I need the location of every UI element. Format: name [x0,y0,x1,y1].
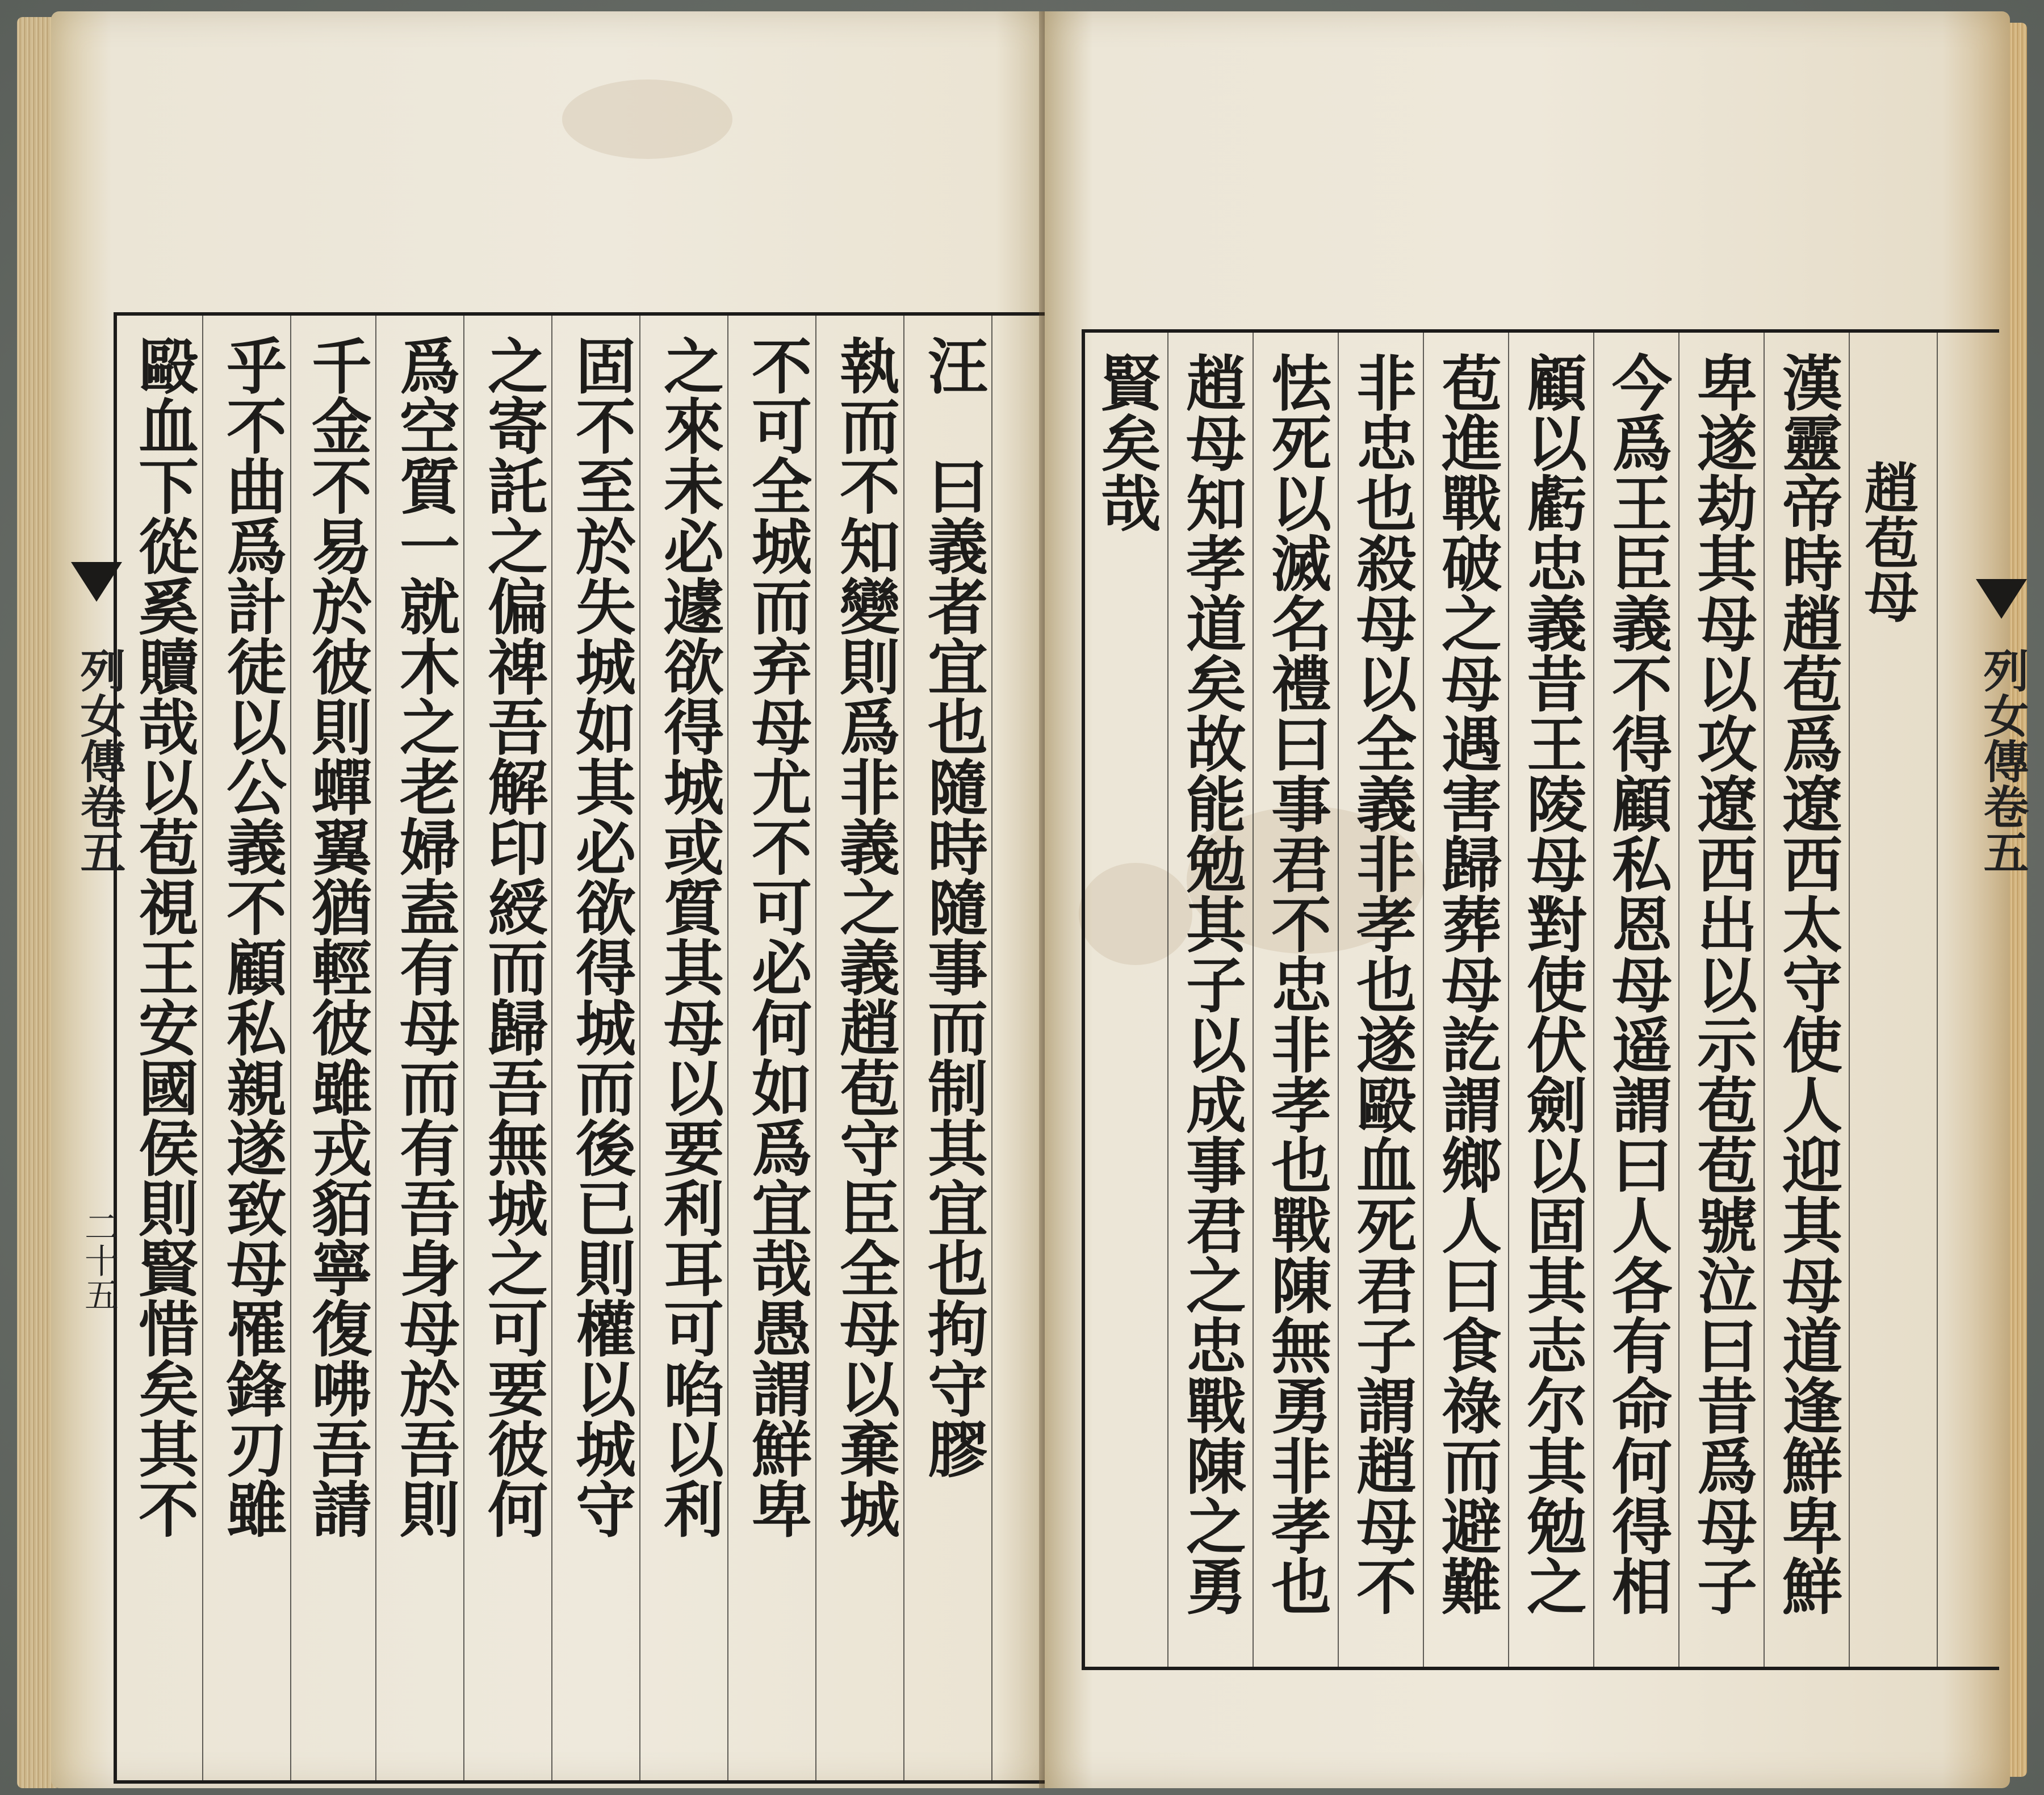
paper-stain [562,79,732,159]
column-rule [1764,333,1765,1667]
text-column: 之寄託之偏禆吾解印綬而歸吾無城之可要彼何 [478,335,549,1538]
left-page [51,11,1056,1788]
fish-tail-mark-icon [71,562,122,602]
left-fore-edge-label [57,562,126,1482]
text-column: 漢靈帝時趙苞爲遼西太守使人迎其母道逢鮮卑鮮 [1773,352,1844,1616]
text-column: 顧以虧忠義昔王陵母對使伏劍以固其志尔其勉之 [1517,352,1588,1616]
column-rule [1167,333,1168,1667]
column-rule [1253,333,1254,1667]
text-column: 之來未必遽欲得城或質其母以要利耳可啗以利 [654,335,725,1538]
open-book [17,11,2027,1791]
text-column: 賢矣哉 [1091,352,1162,532]
column-rule [1593,333,1594,1667]
column-rule [727,316,728,1780]
column-rule [1678,333,1679,1667]
column-rule [1937,333,1938,1667]
column-rule [815,316,816,1780]
column-rule [375,316,376,1780]
column-rule [551,316,552,1780]
text-column: 乎不曲爲計徒以公義不顧私親遂致母罹鋒刃雖 [217,335,288,1538]
column-rule [1338,333,1339,1667]
column-rule [903,316,904,1780]
column-rule [1849,333,1850,1667]
text-column: 千金不易於彼則蟬翼猶輕彼雖戎貊寧復咈吾請 [302,335,373,1538]
text-column: 苞進戰破之母遇害歸葬母訖謂鄉人曰食祿而避難 [1432,352,1503,1616]
column-rule [1508,333,1509,1667]
text-column: 趙母知孝道矣故能勉其子以成事君之忠戰陳之勇 [1176,352,1247,1616]
text-column: 卑遂劫其母以攻遼西出以示苞苞號泣曰昔爲母子 [1687,352,1758,1616]
column-rule [991,316,992,1780]
column-rule [1423,333,1424,1667]
text-column: 汪 曰義者宜也隨時隨事而制其宜也拘守膠 [918,335,989,1478]
folio-number: 二十五 [79,1209,119,1311]
text-column: 怯死以滅名禮曰事君不忠非孝也戰陳無勇非孝也 [1262,352,1333,1616]
text-column: 今爲王臣義不得顧私恩母遥謂曰人各有命何得相 [1602,352,1673,1616]
fore-edge-title: 列女傳卷五 [1976,647,2029,874]
text-column: 非忠也殺母以全義非孝也遂毆血死君子謂趙母不 [1347,352,1418,1616]
fish-tail-mark-icon [1976,579,2027,619]
fore-edge-title: 列女傳卷五 [73,647,126,874]
text-column: 不可全城而弃母尤不可必何如爲宜哉愚謂鮮卑 [742,335,813,1538]
text-column: 執而不知變則爲非義之義趙苞守臣全母以棄城 [830,335,901,1538]
text-column: 爲空質一就木之老婦盍有母而有吾身母於吾則 [390,335,461,1538]
section-title: 趙苞母 [1855,460,1920,623]
column-rule [463,316,464,1780]
column-rule [202,316,203,1780]
column-rule [290,316,291,1780]
right-fore-edge-label [1970,579,2027,1431]
column-rule [639,316,640,1780]
text-column: 固不至於失城如其必欲得城而後已則權以城守 [566,335,637,1538]
text-column: 毆血下從奚贖哉以苞視王安國侯則賢惜矣其不 [129,335,200,1538]
